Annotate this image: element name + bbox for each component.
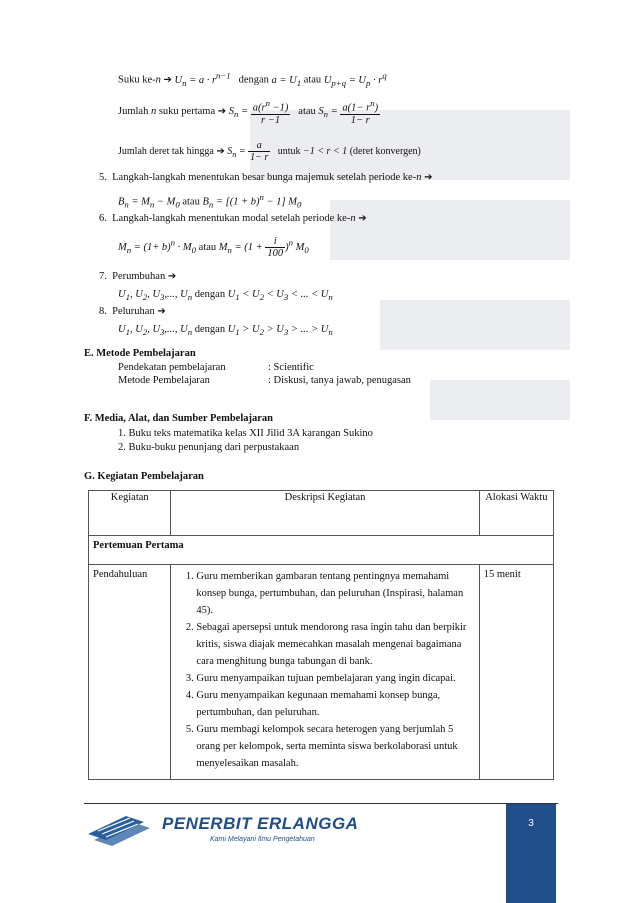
watermark-bar-2 bbox=[330, 200, 570, 260]
section-e-row2-value: : Diskusi, tanya jawab, penugasan bbox=[268, 375, 411, 386]
formula-bunga: $B_n = M_n - M_0$ atau $B_n = [(1 + b)^n - 1]$ $M_0$ bbox=[118, 192, 302, 210]
header-deskripsi: Deskripsi Kegiatan bbox=[171, 491, 479, 536]
list-item: 2. Sebagai apersepsi untuk mendorong rasa ingin tahu dan berpikir kritis, siswa diajak memecahkan masalah mengenai bagaimana cara menghitung bunga tabungan di bank. bbox=[196, 619, 471, 670]
list-item: 1. Guru memberikan gambaran tentang pentingnya memahami konsep bunga, pertumbuhan, dan peluruhan (Inspirasi, halaman 45). bbox=[196, 568, 471, 619]
list-item-5: 5. Langkah-langkah menentukan besar bunga majemuk setelah periode ke-n ➔ bbox=[99, 172, 433, 183]
formula-suku: Suku ke-n ➔ $U_n = a \cdot r^{n-1}$ dengan $a = U_1$ atau $U_{p+q} = U_p \cdot r^q$ bbox=[118, 70, 387, 88]
formula-pertumbuhan: $U_1$, $U_2$, $U_3$,..., $U_n$ dengan $U_1 < U_2 < U_3$ < ... < $U_n$ bbox=[118, 289, 333, 303]
formula-deret: Jumlah deret tak hingga ➔ $S_n$ = $\frac{a}{1- r}$ untuk −1 < r < 1 (deret konvergen) bbox=[118, 140, 421, 163]
watermark-bar-4 bbox=[430, 380, 570, 420]
section-f-item-1: 1. Buku teks matematika kelas XII Jilid 3A karangan Sukino bbox=[118, 428, 373, 439]
list-item: 4. Guru menyampaikan kegunaan memahami konsep bunga, pertumbuhan, dan peluruhan. bbox=[196, 687, 471, 721]
formula-modal: $M_n = (1+ b)^n \cdot M_0$ atau $M_n = (1$ + $\frac{i}{100}$ )$^n$ $M_0$ bbox=[118, 236, 309, 259]
list-item-8: 8. Peluruhan ➔ bbox=[99, 306, 166, 317]
header-alokasi: Alokasi Waktu bbox=[479, 491, 553, 536]
section-g-title: G. Kegiatan Pembelajaran bbox=[84, 471, 204, 482]
section-e-row2-label: Metode Pembelajaran bbox=[118, 375, 210, 386]
row-time: 15 menit bbox=[479, 565, 553, 780]
row-label: Pendahuluan bbox=[89, 565, 171, 780]
activity-table bbox=[88, 490, 554, 780]
section-f-item-2: 2. Buku-buku penunjang dari perpustakaan bbox=[118, 442, 300, 453]
table-header-row bbox=[89, 491, 554, 536]
footer-tagline: Kami Melayani Ilmu Pengetahuan bbox=[210, 836, 315, 843]
section-e-title: E. Metode Pembelajaran bbox=[84, 348, 196, 359]
session-label: Pertemuan Pertama bbox=[89, 536, 554, 565]
footer-brand: PENERBIT ERLANGGA bbox=[162, 814, 359, 833]
section-e-row1-label: Pendekatan pembelajaran bbox=[118, 362, 226, 373]
footer-divider bbox=[84, 803, 558, 804]
header-kegiatan: Kegiatan bbox=[89, 491, 171, 536]
section-f-title: F. Media, Alat, dan Sumber Pembelajaran bbox=[84, 413, 274, 424]
formula-jumlah: Jumlah n suku pertama ➔ $S_n$ = $\frac{a(r^n -1)}{r -1}$ atau $S_n$ = $\frac{a(1- r^n)}{1- r}$ bbox=[118, 98, 379, 126]
row-description bbox=[171, 565, 479, 780]
formula-peluruhan: $U_1$, $U_2$, $U_3$,..., $U_n$ dengan $U_1 > U_2 > U_3$ > ... > $U_n$ bbox=[118, 324, 333, 338]
table-row bbox=[89, 565, 554, 780]
list-item-6: 6. Langkah-langkah menentukan modal setelah periode ke-n ➔ bbox=[99, 213, 367, 224]
page-number: 3 bbox=[506, 804, 556, 903]
list-item: 5. Guru membagi kelompok secara heterogen yang berjumlah 5 orang per kelompok, serta meminta siswa berkolaborasi untuk menyelesaikan masalah. bbox=[196, 721, 471, 772]
list-item: 3. Guru menyampaikan tujuan pembelajaran yang ingin dicapai. bbox=[196, 670, 471, 687]
section-e-row1-value: : Scientific bbox=[268, 362, 314, 373]
list-item-7: 7. Perumbuhan ➔ bbox=[99, 271, 177, 282]
erlangga-logo-icon bbox=[86, 812, 158, 846]
table-session-row bbox=[89, 536, 554, 565]
watermark-bar-3 bbox=[380, 300, 570, 350]
